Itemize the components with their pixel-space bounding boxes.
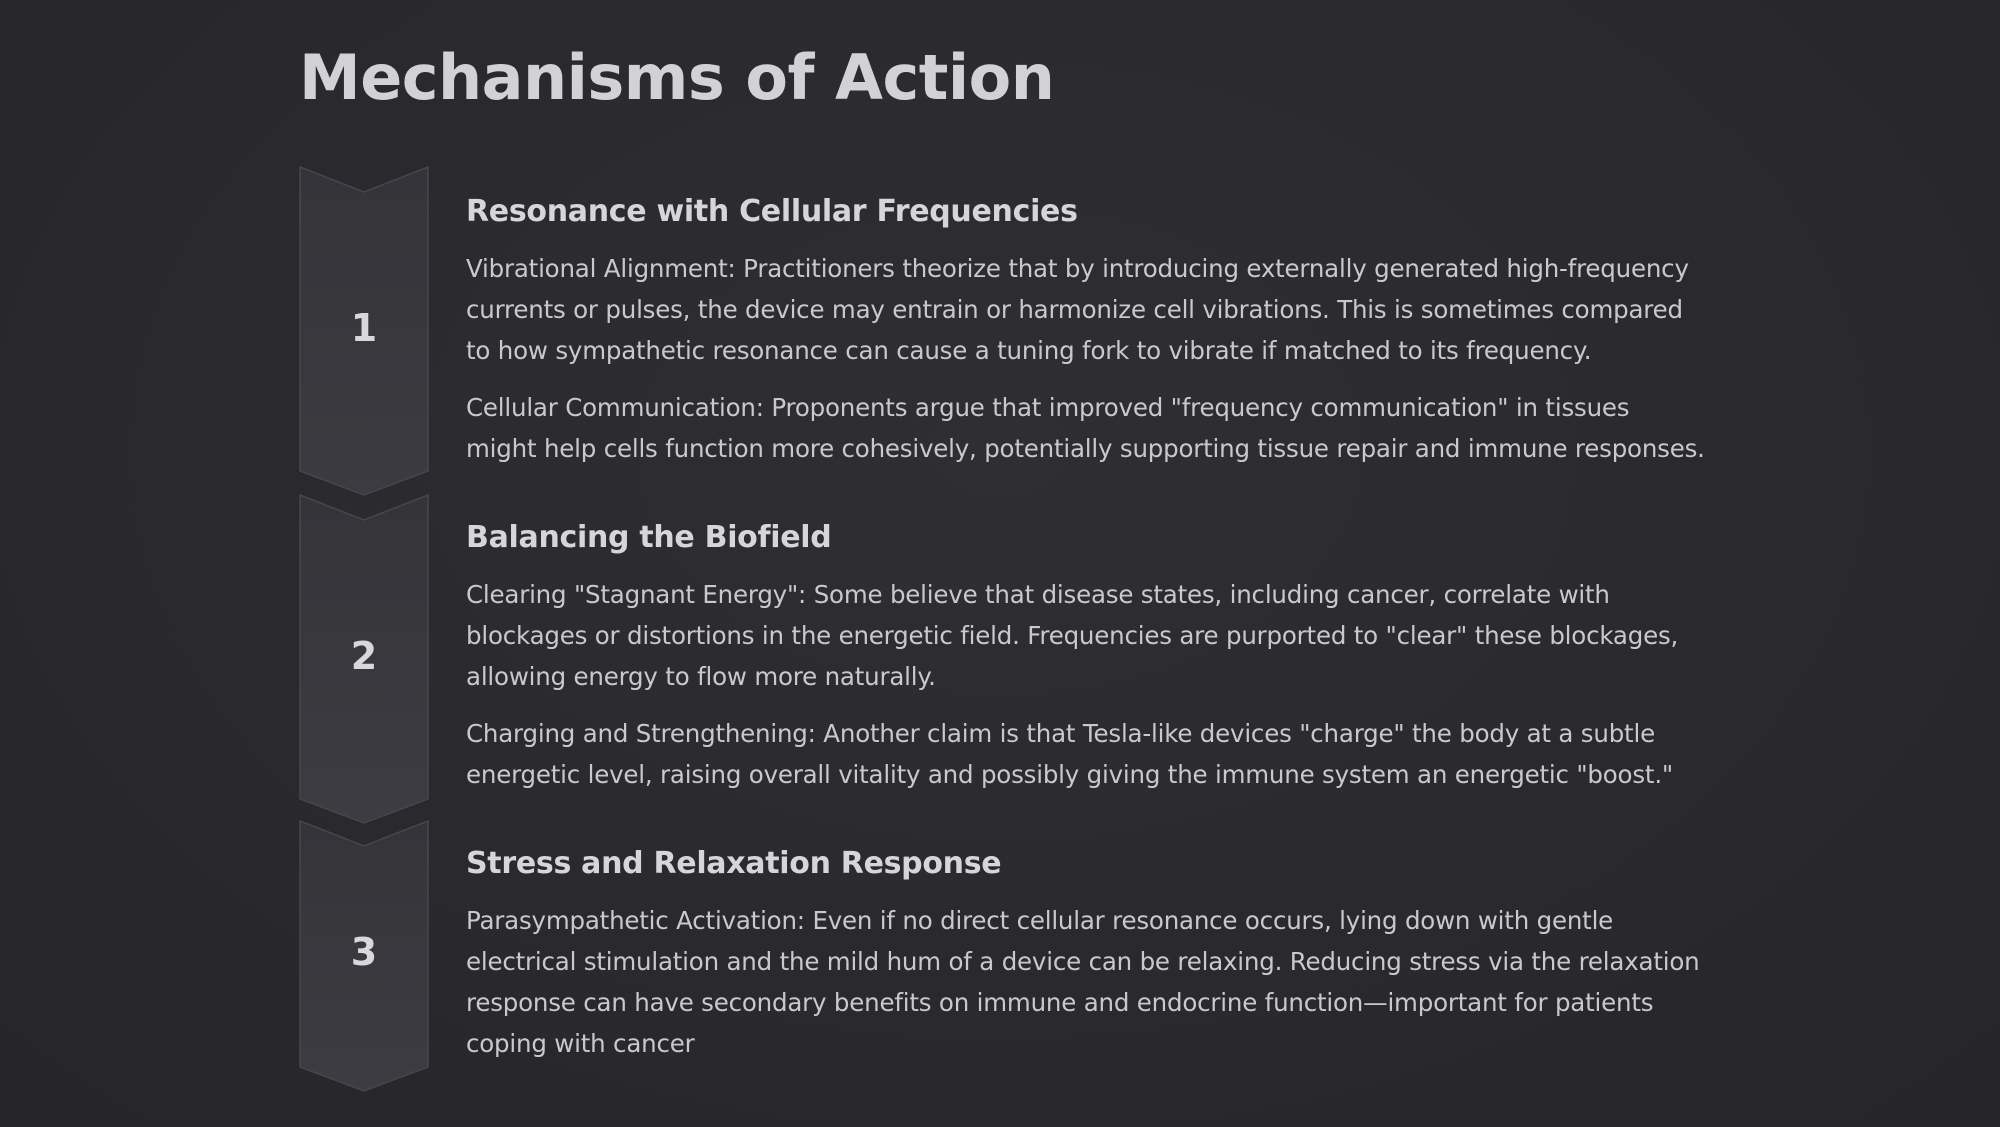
step-number: 3 <box>350 930 378 974</box>
step-1 <box>299 166 1719 496</box>
page-title: Mechanisms of Action <box>299 41 1055 114</box>
step-title: Stress and Relaxation Response <box>466 846 1002 881</box>
step-2 <box>299 494 1719 824</box>
step-paragraph: Clearing "Stagnant Energy": Some believe that disease states, including cancer, correlate with blockages or distortions in the energetic field. Frequencies are purported to "clear" these blockages, allowing energy to flow more naturally. <box>466 580 1679 691</box>
step-title: Resonance with Cellular Frequencies <box>466 194 1078 229</box>
step-title: Balancing the Biofield <box>466 520 832 555</box>
step-content <box>466 518 1706 795</box>
step-paragraph: Cellular Communication: Proponents argue that improved "frequency communication" in tissues might help cells function more cohesively, potentially supporting tissue repair and immune responses. <box>466 393 1705 463</box>
step-paragraph: Charging and Strengthening: Another claim is that Tesla-like devices "charge" the body at a subtle energetic level, raising overall vitality and possibly giving the immune system an energetic "boost." <box>466 719 1673 789</box>
step-3 <box>299 820 1719 1092</box>
step-paragraph: Parasympathetic Activation: Even if no direct cellular resonance occurs, lying down with gentle electrical stimulation and the mild hum of a device can be relaxing. Reducing stress via the relaxation response can have secondary benefits on immune and endocrine function—important for patients coping with cancer <box>466 906 1700 1058</box>
step-paragraph: Vibrational Alignment: Practitioners theorize that by introducing externally generated high-frequency currents or pulses, the device may entrain or harmonize cell vibrations. This is sometimes compared to how sympathetic resonance can cause a tuning fork to vibrate if matched to its frequency. <box>466 254 1689 365</box>
step-content <box>466 844 1706 1064</box>
step-number: 1 <box>350 306 378 350</box>
step-content <box>466 192 1706 469</box>
step-number: 2 <box>350 634 378 678</box>
